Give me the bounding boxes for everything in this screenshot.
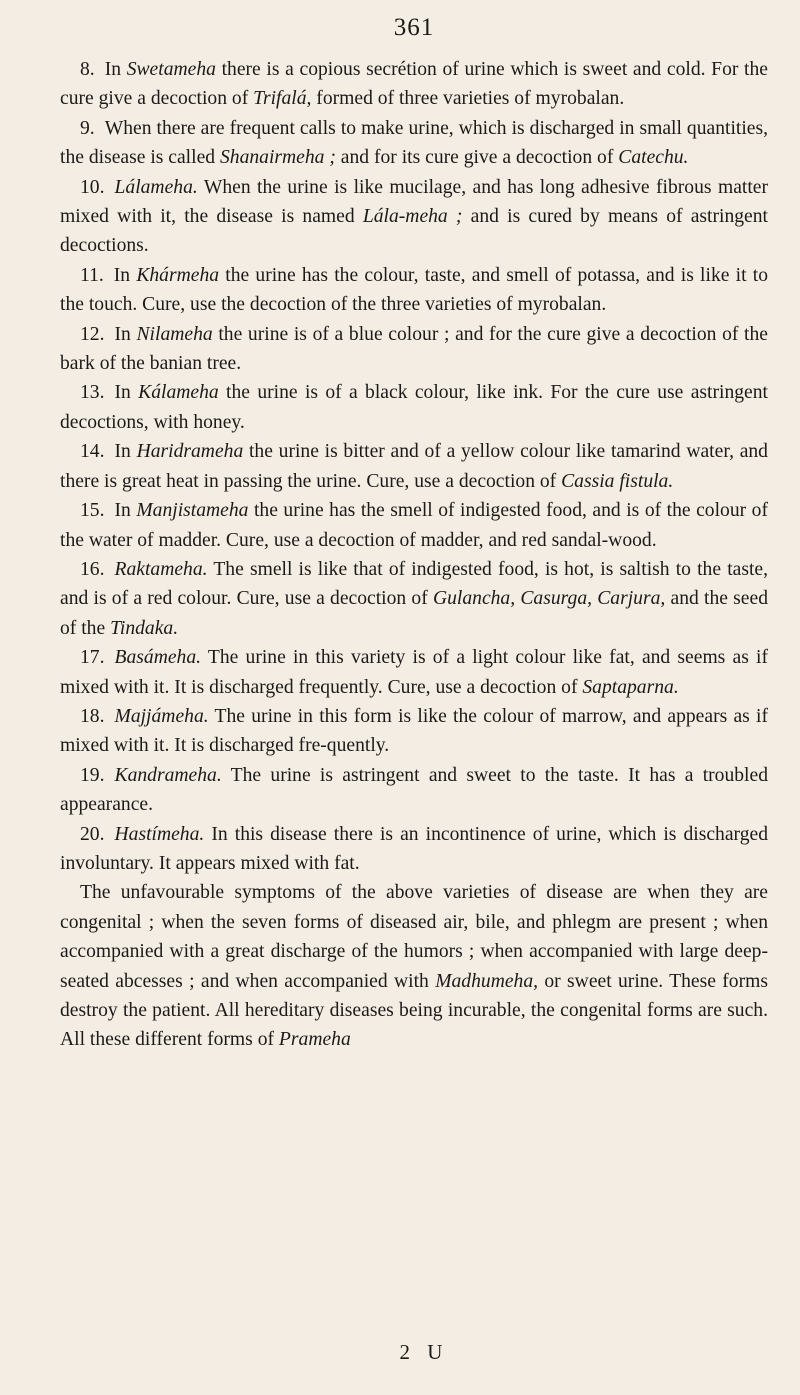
text-run: The urine in this form is like the colour of marrow, and appears as if mixed with it. It is discharged fre-quently. xyxy=(60,705,768,757)
text-run: The unfavourable symptoms of the above varieties of disease are when they are congenital ; when the seven forms of diseased air, bile, and phlegm are present ; when accompanied with a great discharge of the humors ; when accompanied with large deep-seated abcesses ; and when accompanied with xyxy=(60,882,768,992)
italic-term: Haridrameha xyxy=(136,441,244,463)
paragraph-number: 16. xyxy=(80,558,105,580)
italic-term: Kálameha xyxy=(138,382,219,404)
paragraph xyxy=(60,702,768,761)
italic-term: Cassia fistula. xyxy=(561,470,674,492)
italic-term: Lálameha. xyxy=(114,176,198,198)
text-run: In xyxy=(114,382,139,404)
body-text xyxy=(60,55,768,1055)
text-run: and the seed of the xyxy=(60,588,768,639)
italic-term: Swetameha xyxy=(126,59,216,80)
signature-mark: 2 U xyxy=(399,1340,449,1364)
paragraph-number: 13. xyxy=(80,382,105,404)
italic-term: Madhumeha, xyxy=(435,970,539,992)
paragraph-number: 8. xyxy=(80,59,95,80)
italic-term: Manjistameha xyxy=(136,500,249,522)
paragraph xyxy=(60,55,768,114)
text-run: there is a copious secrétion of urine which is sweet and cold. For the cure give a decoction of xyxy=(60,59,768,110)
page-number: 361 xyxy=(393,14,435,41)
text-run: The urine in this variety is of a light colour like fat, and seems as if mixed with it. It is discharged frequently. Cure, use a decoction of xyxy=(60,647,768,698)
paragraph xyxy=(60,496,768,555)
text-run: and for its cure give a decoction of xyxy=(335,147,619,169)
text-run: the urine is bitter and of a yellow colour like tamarind water, and there is great heat in passing the urine. Cure, use a decoction of xyxy=(60,441,768,492)
italic-term: Hastímeha. xyxy=(114,823,205,845)
italic-term: Khármeha xyxy=(136,264,220,286)
paragraph-number: 15. xyxy=(80,500,105,522)
italic-term: Kandrameha. xyxy=(114,764,222,786)
text-run: In xyxy=(114,441,137,463)
text-run: In xyxy=(104,59,127,80)
text-run: In xyxy=(114,500,137,522)
paragraph xyxy=(60,878,768,1054)
paragraph-number: 18. xyxy=(80,705,105,727)
paragraph xyxy=(60,320,768,379)
paragraph-number: 19. xyxy=(80,764,105,786)
paragraph-number: 14. xyxy=(80,441,105,463)
text-run: the urine has the colour, taste, and smell of potassa, and is like it to the touch. Cure, use the decoction of the three varieties of myrobalan. xyxy=(60,264,768,316)
paragraph xyxy=(60,261,768,320)
italic-term: Lála-meha ; xyxy=(362,206,463,228)
text-run: the urine has the smell of indigested food, and is of the colour of the water of madder. Cure, use a decoction of madder, and red sandal-wood. xyxy=(60,500,768,551)
text-run: the urine is of a blue colour ; and for the cure give a decoction of the bark of the banian tree. xyxy=(60,323,768,375)
text-run: formed of three varieties of myrobalan. xyxy=(311,88,625,110)
italic-term: Prameha xyxy=(278,1029,351,1051)
italic-term: Saptaparna. xyxy=(582,676,679,698)
text-run: The urine is astringent and sweet to the taste. It has a troubled appearance. xyxy=(60,764,768,816)
italic-term: Shanairmeha ; xyxy=(219,147,336,169)
text-run: When there are frequent calls to make urine, which is discharged in small quantities, the disease is called xyxy=(60,117,768,169)
italic-term: Basámeha. xyxy=(114,647,202,669)
text-run: or sweet urine. These forms destroy the patient. All hereditary diseases being incurable, the congenital forms are such. All these different forms of xyxy=(60,970,768,1051)
paragraph-number: 11. xyxy=(80,264,104,286)
paragraph xyxy=(60,173,768,261)
paragraph xyxy=(60,820,768,879)
paragraph xyxy=(60,114,768,173)
italic-term: Trifalá, xyxy=(253,88,312,110)
paragraph xyxy=(60,437,768,496)
italic-term: Tindaka. xyxy=(110,617,179,639)
paragraph-number: 12. xyxy=(80,323,105,345)
paragraph-number: 17. xyxy=(80,647,105,669)
paragraph xyxy=(60,643,768,702)
italic-term: Gulancha, Casurga, Carjura, xyxy=(432,588,666,610)
book-page xyxy=(60,0,768,1395)
text-run: When the urine is like mucilage, and has long adhesive fibrous matter mixed with it, the disease is named xyxy=(60,176,768,228)
text-run: The smell is like that of indigested food, is hot, is saltish to the taste, and is of a red colour. Cure, use a decoction of xyxy=(60,558,768,610)
italic-term: Catechu. xyxy=(618,147,689,169)
paragraph-number: 10. xyxy=(80,176,105,198)
text-run: In xyxy=(114,323,137,345)
paragraph xyxy=(60,555,768,643)
italic-term: Majjámeha. xyxy=(114,705,209,727)
italic-term: Raktameha. xyxy=(114,558,208,580)
italic-term: Nilameha xyxy=(136,323,213,345)
paragraph-number: 9. xyxy=(80,117,95,139)
text-run: In xyxy=(113,264,137,286)
text-run: In this disease there is an incontinence of urine, which is discharged involuntary. It appears mixed with fat. xyxy=(60,823,768,874)
paragraph xyxy=(60,761,768,820)
text-run: and is cured by means of astringent decoctions. xyxy=(60,206,768,257)
paragraph-number: 20. xyxy=(80,823,105,845)
paragraph xyxy=(60,378,768,437)
text-run: the urine is of a black colour, like ink. For the cure use astringent decoctions, with honey. xyxy=(60,382,768,433)
